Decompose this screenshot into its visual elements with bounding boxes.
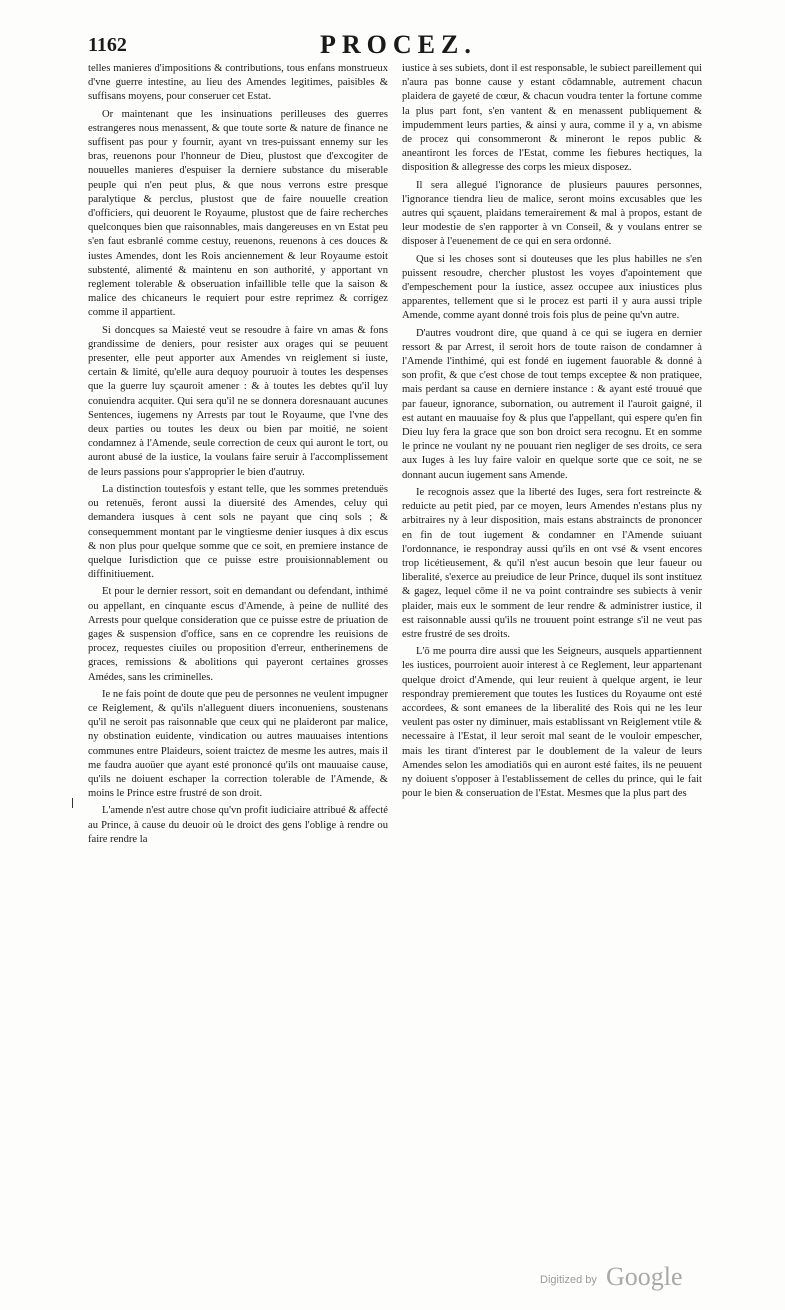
paragraph: Ie recognois assez que la liberté des Iuges, sera fort restreincte & reduicte au petit pied, par ce moyen, leurs Amendes n'estans plus ny arbitraires ny à leur disposition, mais estans abstraincts de prononcer en fin de tout iugement & condamner en l'Amende suiuant l'ordonnance, ie respondray aussi qu'ils en ont vsé & vsent encores trop licétieusement, & qu'il n'est aucun besoin que leur faueur ou liberalité, s'exerce au preiudice de leur Prince, duquel ils sont instituez & gagez, lequel cōme il ne va point contraindre ses subiects à venir plaider, mais eux le somment de leur rendre & administrer iustice, il est raisonnable aussi qu'ils ne trouuent point estrange s'il ne veut pas estre frustré de ses droits. (402, 486, 702, 640)
paragraph: Et pour le dernier ressort, soit en demandant ou defendant, inthimé ou appellant, en cinquante escus d'Amende, à peine de nullité des Arrests pour quelque consideration que ce puisse estre de priuation de gages & suspension d'office, sans en ce coprendre les reuisions de procez, requestes ciuiles ou proposition d'erreur, entherinemens de graces, remissions & abolitions qui payeront certaines grosses Amédes, sans les criminelles. (88, 586, 388, 683)
left-column (88, 62, 388, 1162)
margin-mark (72, 798, 73, 808)
digitization-watermark (540, 1262, 740, 1292)
paragraph: Or maintenant que les insinuations perilleuses des guerres estrangeres nous menassent, & que toute sorte & nature de finance ne suffisent pas pour y fournir, ayant vn tres-puissant ennemy sur les bras, reuenons pour l'honneur de Dieu, plustost que d'excogiter de nouuelles manieres d'espuiser la derniere substance du miserable peuple qui n'en peut plus, & que nous verrons estre presque paralytique & perclus, plustost que de faire nouuelle creation d'officiers, qui deuorent le Royaume, plustost que de faire recherches quelconques bien que raisonnables, mais dangereuses en vn Estat peu s'en faut esbranlé comme cestuy, reuenons, reuenons à ces douces & iustes Amendes, dont les Rois anciennement & leur Royaume estoit substenté, alimenté & maintenu en son authorité, y apportant vn reglement tolerable & obseruation infaillible telle que la saison & malice des chicaneurs le requiert pour estre reprimez & corrigez comme il appartient. (88, 108, 388, 319)
running-title: PROCEZ. (320, 30, 477, 59)
watermark-logo: Google (606, 1262, 683, 1291)
paragraph: La distinction toutesfois y estant telle, que les sommes pretenduës ou retenuës, feront aussi la diuersité des Amendes, celuy qui demandera iusques à cent sols ne payant que cinq sols ; & consequemment montant par le vingtiesme denier iusques à dix escus & non plus pour quelque somme que ce soit, en premiere instance de quelque Iurisdiction que ce puisse estre prouisionnablement ou diffinitiuement. (88, 483, 388, 581)
page-header (88, 30, 708, 60)
paragraph: L'amende n'est autre chose qu'vn profit iudiciaire attribué & affecté au Prince, à cause du deuoir où le droict des gens l'oblige à rendre ou faire rendre la (88, 805, 388, 845)
paragraph: Il sera allegué l'ignorance de plusieurs pauures personnes, l'ignorance tiendra lieu de malice, seront moins excusables que les autres qui sçauent, plaidans temerairement & mal à propos, estant de leur modestie de s'en rapporter à vn Conseil, & y voulans entrer se disposer à l'euenement de ce qui en sera ordonné. (402, 179, 702, 248)
right-column (402, 62, 702, 1162)
paragraph: telles manieres d'impositions & contributions, tous enfans monstrueux d'vne guerre intestine, au lieu des Amendes legitimes, paisibles & suffisans moyens, pour conseruer cet Estat. (88, 63, 388, 103)
paragraph: Si doncques sa Maiesté veut se resoudre à faire vn amas & fons grandissime de deniers, pour resister aux orages qui se peuuent presenter, elle peut apporter aux Amendes vn reiglement si iuste, certain & limité, qu'elle aura dequoy pouruoir à toutes les despenses que la guerre luy sçauroit amener : & à toutes les debtes qu'il luy conuiendra acquiter. Qui sera qu'il ne se donnera doresnauant aucunes Sentences, iugemens ny Arrests par tout le Royaume, que l'vne des deux parties ou toutes les deux ou bien par moitié, ne soient condamnez à l'Amende, seule correction de ceux qui auront le tort, ou auront abusé de la iustice, la voulans faire seruir à l'accomplissement de leurs passions pour s'approprier le bien d'autruy. (88, 324, 388, 478)
watermark-prefix: Digitized by (540, 1274, 597, 1286)
page-number: 1162 (88, 34, 127, 56)
paragraph: L'ō me pourra dire aussi que les Seigneurs, ausquels appartiennent les iustices, pourroient auoir interest à ce Reglement, leur appartenant quelque droict d'Amende, qui leur reuient à quelque argent, ie leur respondray premierement que toutes les Iustices du Royaume ont esté accordees, & sont emanees de la liberalité des Rois qui ne les leur veulent pas oster ny diminuer, mais establissant vn Reiglement vtile & necessaire à l'Estat, il leur seroit mal seant de le vouloir empescher, mais les tirant d'interest par le doublement de la valeur de leurs Amendes selon les amodiatiōs qui en auront esté faites, ils ne peuuent ny doiuent s'opposer à l'establissement de celles du prince, qui le fait pour le bien & conseruation de l'Estat. Mesmes que la plus part des (402, 646, 702, 800)
paragraph: D'autres voudront dire, que quand à ce qui se iugera en dernier ressort & par Arrest, il seroit hors de toute raison de condamner à l'Amende l'inthimé, qui est fondé en iugement fauorable & donné à son profit, & que c'est chose de tout temps exceptee & non pratiquee, mais perdant sa cause en derniere instance : & ayant esté trouué que par faueur, ignorance, subornation, ou autrement il l'auroit gaigné, il est autant en mauuaise foy & plus que l'appellant, qui espere qu'en fin Dieu luy fera la grace que son bon droict sera recognu. Et en somme le prince ne voulant ny ne pouuant rien negliger de ses droits, ce sera aux Iuges à les luy faire valoir en quelque sorte que ce soit, ne se donnant aucun iugement sans Amende. (402, 327, 702, 481)
paragraph: iustice à ses subiets, dont il est responsable, le subiect pareillement qui n'aura pas bonne cause y estant cōdamnable, autrement chacun plaidera de gayeté de cœur, & chacun voudra tenter la fortune comme la plus part font, s'en vantent & en menassent publiquement & impudemment leurs parties, & ainsi y aura, comme il y a, vn abisme de procez qui consommeront & mineront le repos public & aneantiront les forces de l'Estat, comme les fiebures hectiques, la disposition & allegresse des corps les mieux disposez. (402, 63, 702, 174)
paragraph: Que si les choses sont si douteuses que les plus habilles ne s'en puissent resoudre, chercher plustost les voyes d'apointement que d'empeschement pour la iustice, assez occupee aux iniustices plus apparentes, tellement que si le procez est parti il y aura aussi triple Amende, comme ayant donné trois fois plus de peine qu'vn autre. (402, 253, 702, 322)
paragraph: Ie ne fais point de doute que peu de personnes ne veulent impugner ce Reiglement, & qu'ils n'alleguent diuers inconueniens, soustenans qu'il ne seroit pas raisonnable que ceux qui ne plaideront par malice, ny obstination euidente, vindication ou autres mauuaises intentions communes entre Plaideurs, soient traictez de mesme les autres, mais il me faudra auoüer que ayant esté prononcé qu'ils ont mauuaise cause, qu'ils ne doiuent eschaper la correction tolerable de l'Amende, & moins le Prince estre frustré de son droit. (88, 688, 388, 800)
